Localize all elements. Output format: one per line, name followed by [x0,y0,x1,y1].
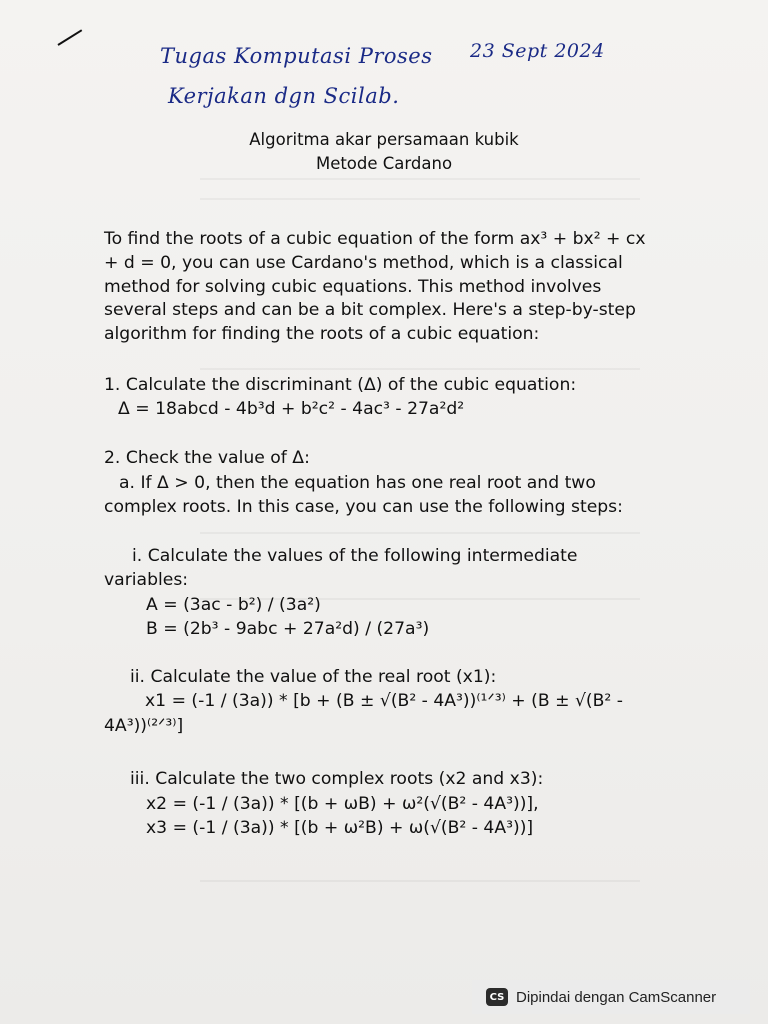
handwritten-title: Tugas Komputasi Proses [160,44,433,68]
step-2-title: 2. Check the value of Δ: [104,448,310,468]
handwritten-date: 23 Sept 2024 [470,40,605,62]
x1-formula-line-1: x1 = (-1 / (3a)) * [b + (B ± √(B² - 4A³))⁽¹ᐟ³⁾ + (B ± √(B² - [145,691,623,711]
step-1-formula: Δ = 18abcd - 4b³d + b²c² - 4ac³ - 27a²d² [118,399,465,419]
bleed-through-line [200,178,640,180]
handwritten-note: Kerjakan dgn Scilab. [168,84,400,108]
intro-paragraph: To find the roots of a cubic equation of the form ax³ + bx² + cx + d = 0, you can use Cardano's method, which is a classical method for solving cubic equations. This method involves several steps and can be a bit complex. Here's a step-by-step algorithm for finding the roots of a cubic equation: [104,229,646,345]
step-2a-line-2: complex roots. In this case, you can use the following steps: [104,497,623,517]
camscanner-logo-icon: CS [486,988,508,1006]
x2-formula: x2 = (-1 / (3a)) * [(b + ωB) + ω²(√(B² - 4A³))], [146,794,539,814]
step-2a-line-1: a. If Δ > 0, then the equation has one real root and two [119,473,596,493]
variable-b-formula: B = (2b³ - 9abc + 27a²d) / (27a³) [146,619,430,639]
sub-iii-title: iii. Calculate the two complex roots (x2 and x3): [130,769,544,789]
sub-i-line-2: variables: [104,570,189,590]
x1-formula-line-2: 4A³))⁽²ᐟ³⁾] [104,716,184,736]
pen-mark [57,29,82,46]
camscanner-text: Dipindai dengan CamScanner [516,988,717,1006]
heading-line-1: Algoritma akar persamaan kubik [249,130,519,149]
variable-a-formula: A = (3ac - b²) / (3a²) [146,595,321,615]
bleed-through-line [200,368,640,370]
sub-i-line-1: i. Calculate the values of the following intermediate [132,546,578,566]
step-1-title: 1. Calculate the discriminant (Δ) of the cubic equation: [104,375,577,395]
camscanner-watermark [472,980,750,1014]
bleed-through-line [200,880,640,882]
sub-ii-title: ii. Calculate the value of the real root (x1): [130,667,497,687]
x3-formula: x3 = (-1 / (3a)) * [(b + ω²B) + ω(√(B² - 4A³))] [146,818,534,838]
bleed-through-line [200,198,640,200]
bleed-through-line [200,532,640,534]
heading-line-2: Metode Cardano [315,154,453,173]
